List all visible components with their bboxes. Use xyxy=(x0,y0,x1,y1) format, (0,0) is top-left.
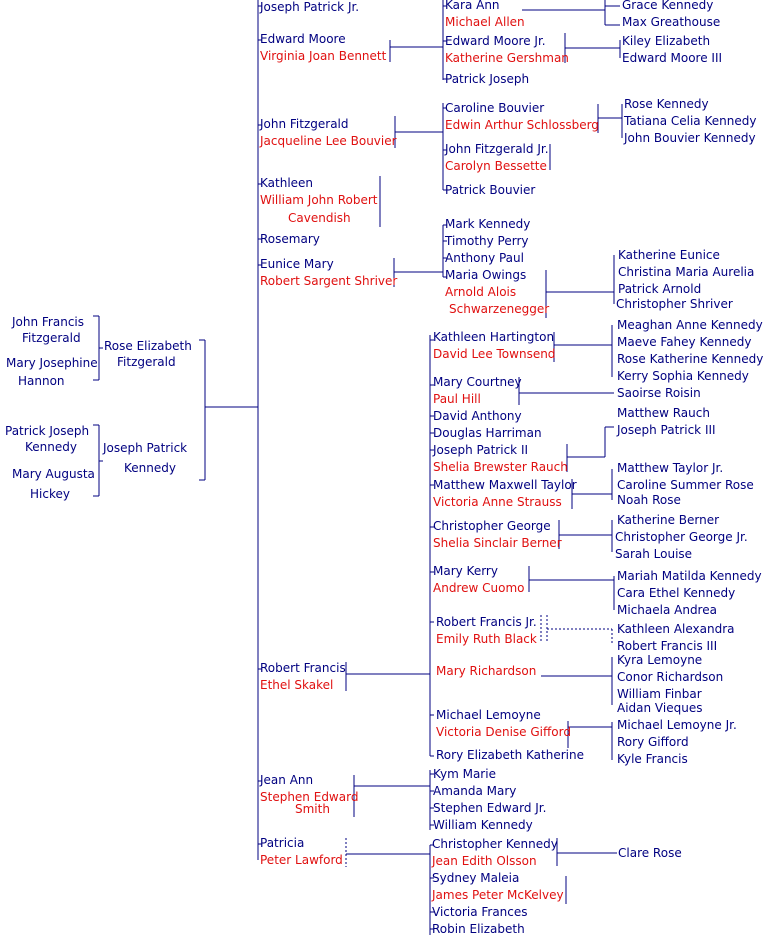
gc-mark-kennedy: Mark Kennedy xyxy=(445,217,531,231)
ggc-conor: Conor Richardson xyxy=(617,670,724,684)
gc-spouse-arnold-2: Schwarzenegger xyxy=(449,302,550,316)
gc-william-kennedy: William Kennedy xyxy=(433,818,533,832)
spouse-stephen-smith-2: Smith xyxy=(295,802,330,816)
anc-mary-augusta-hickey-1: Mary Augusta xyxy=(12,467,95,481)
gc-patrick-bouvier: Patrick Bouvier xyxy=(445,183,536,197)
ggc-matthew-rauch: Matthew Rauch xyxy=(617,406,710,420)
ggc-kyle-francis: Kyle Francis xyxy=(617,752,688,766)
gc-spouse-jean-olsson: Jean Edith Olsson xyxy=(432,854,537,868)
ggc-joseph-iii: Joseph Patrick III xyxy=(617,423,716,437)
ggc-edward-moore-iii: Edward Moore III xyxy=(622,51,723,65)
gc-mary-kerry: Mary Kerry xyxy=(433,564,498,578)
gc-spouse-paul-hill: Paul Hill xyxy=(433,392,481,406)
gc-timothy-perry: Timothy Perry xyxy=(445,234,529,248)
ggc-meaghan: Meaghan Anne Kennedy xyxy=(617,318,763,332)
ggc-noah-rose: Noah Rose xyxy=(617,493,681,507)
child-kathleen: Kathleen xyxy=(260,176,314,190)
gc-christopher-kennedy: Christopher Kennedy xyxy=(432,837,558,851)
anc-joseph-patrick-kennedy-1: Joseph Patrick xyxy=(103,441,188,455)
gc-kym-marie: Kym Marie xyxy=(433,767,496,781)
gc-spouse-carolyn-bessette: Carolyn Bessette xyxy=(445,159,547,173)
spouse-william-cavendish-1: William John Robert xyxy=(260,193,378,207)
ggc-rose-kennedy: Rose Kennedy xyxy=(624,97,709,111)
gc-patrick-joseph: Patrick Joseph xyxy=(445,72,530,86)
gc-kathleen-hartington: Kathleen Hartington xyxy=(433,330,555,344)
ggc-kerry-sophia: Kerry Sophia Kennedy xyxy=(617,369,749,383)
gc-robin-elizabeth: Robin Elizabeth xyxy=(432,922,525,936)
gc-spouse-james-mckelvey: James Peter McKelvey xyxy=(432,888,564,902)
ggc-michael-jr: Michael Lemoyne Jr. xyxy=(617,718,737,732)
ggc-michaela: Michaela Andrea xyxy=(617,603,717,617)
anc-mary-josephine-hannon-2: Hannon xyxy=(18,374,65,388)
gc-spouse-victoria-strauss: Victoria Anne Strauss xyxy=(433,495,562,509)
ggc-robert-iii: Robert Francis III xyxy=(617,639,718,653)
gc-spouse-mary-richardson: Mary Richardson xyxy=(436,664,537,678)
ggc-kiley-elizabeth: Kiley Elizabeth xyxy=(622,34,711,48)
gc-spouse-emily-black: Emily Ruth Black xyxy=(436,632,537,646)
anc-mary-augusta-hickey-2: Hickey xyxy=(30,487,70,501)
gc-spouse-andrew-cuomo: Andrew Cuomo xyxy=(433,581,525,595)
ggc-patrick-arnold: Patrick Arnold xyxy=(618,282,702,296)
child-john: John Fitzgerald xyxy=(260,117,349,131)
child-joseph-jr: Joseph Patrick Jr. xyxy=(260,0,360,14)
child-patricia: Patricia xyxy=(260,836,305,850)
gc-christopher-george: Christopher George xyxy=(433,519,551,533)
child-jean: Jean Ann xyxy=(260,773,314,787)
anc-patrick-joseph-kennedy-1: Patrick Joseph xyxy=(5,424,90,438)
gc-spouse-michael-allen: Michael Allen xyxy=(445,15,525,29)
ggc-kyra: Kyra Lemoyne xyxy=(617,653,703,667)
ggc-christopher-jr: Christopher George Jr. xyxy=(615,530,748,544)
gc-john-jr: John Fitzgerald Jr. xyxy=(445,142,549,156)
child-rosemary: Rosemary xyxy=(260,232,320,246)
gc-matthew-taylor: Matthew Maxwell Taylor xyxy=(433,478,577,492)
gc-douglas: Douglas Harriman xyxy=(433,426,542,440)
child-eunice: Eunice Mary xyxy=(260,257,334,271)
gc-sydney-maleia: Sydney Maleia xyxy=(432,871,520,885)
gc-spouse-edwin-schlossberg: Edwin Arthur Schlossberg xyxy=(445,118,599,132)
anc-john-francis-fitzgerald-2: Fitzgerald xyxy=(22,331,81,345)
gc-spouse-david-townsend: David Lee Townsend xyxy=(433,347,556,361)
ggc-katherine-eunice: Katherine Eunice xyxy=(618,248,720,262)
spouse-ethel-skakel: Ethel Skakel xyxy=(260,678,334,692)
gc-stephen-jr: Stephen Edward Jr. xyxy=(433,801,547,815)
anc-patrick-joseph-kennedy-2: Kennedy xyxy=(25,440,77,454)
gc-mary-courtney: Mary Courtney xyxy=(433,375,522,389)
ggc-christopher-shriver: Christopher Shriver xyxy=(616,297,733,311)
anc-mary-josephine-hannon-1: Mary Josephine xyxy=(6,356,98,370)
ggc-saoirse: Saoirse Roisin xyxy=(617,386,701,400)
ggc-kathleen-alexandra: Kathleen Alexandra xyxy=(617,622,735,636)
gc-joseph-ii: Joseph Patrick II xyxy=(433,443,529,457)
ggc-rory-gifford: Rory Gifford xyxy=(617,735,689,749)
gc-spouse-arnold-1: Arnold Alois xyxy=(445,285,517,299)
gc-edward-jr: Edward Moore Jr. xyxy=(445,34,546,48)
gc-rory-elizabeth: Rory Elizabeth Katherine xyxy=(436,748,584,762)
gc-caroline: Caroline Bouvier xyxy=(445,101,545,115)
ggc-matthew-jr: Matthew Taylor Jr. xyxy=(617,461,724,475)
ggc-caroline-summer: Caroline Summer Rose xyxy=(617,478,754,492)
ggc-mariah: Mariah Matilda Kennedy xyxy=(617,569,762,583)
ggc-clare-rose: Clare Rose xyxy=(618,846,682,860)
anc-john-francis-fitzgerald-1: John Francis xyxy=(12,315,85,329)
spouse-stephen-smith-1: Stephen Edward xyxy=(260,790,359,804)
anc-rose-elizabeth-fitzgerald-1: Rose Elizabeth xyxy=(104,339,192,353)
gc-anthony-paul: Anthony Paul xyxy=(445,251,524,265)
anc-joseph-patrick-kennedy-2: Kennedy xyxy=(124,461,176,475)
child-edward: Edward Moore xyxy=(260,32,346,46)
ggc-grace-kennedy: Grace Kennedy xyxy=(622,0,714,12)
spouse-virginia-bennett: Virginia Joan Bennett xyxy=(260,49,387,63)
anc-rose-elizabeth-fitzgerald-2: Fitzgerald xyxy=(117,355,176,369)
child-robert: Robert Francis xyxy=(260,661,346,675)
gc-michael-lemoyne: Michael Lemoyne xyxy=(436,708,541,722)
gc-maria-owings: Maria Owings xyxy=(445,268,527,282)
ggc-max-greathouse: Max Greathouse xyxy=(622,15,721,29)
ggc-sarah-louise: Sarah Louise xyxy=(615,547,693,561)
spouse-robert-shriver: Robert Sargent Shriver xyxy=(260,274,398,288)
ggc-katherine-berner: Katherine Berner xyxy=(617,513,720,527)
spouse-william-cavendish-2: Cavendish xyxy=(288,211,351,225)
gc-victoria-frances: Victoria Frances xyxy=(432,905,528,919)
gc-spouse-shelia-rauch: Shelia Brewster Rauch xyxy=(433,460,568,474)
ggc-william-finbar: William Finbar xyxy=(617,687,702,701)
gc-amanda-mary: Amanda Mary xyxy=(433,784,517,798)
gc-david-anthony: David Anthony xyxy=(433,409,522,423)
ggc-tatiana: Tatiana Celia Kennedy xyxy=(624,114,757,128)
spouse-peter-lawford: Peter Lawford xyxy=(260,853,343,867)
ggc-cara: Cara Ethel Kennedy xyxy=(617,586,736,600)
gc-spouse-victoria-gifford: Victoria Denise Gifford xyxy=(436,725,571,739)
ggc-aidan: Aidan Vieques xyxy=(617,701,703,715)
ggc-maeve: Maeve Fahey Kennedy xyxy=(617,335,752,349)
gc-robert-jr: Robert Francis Jr. xyxy=(436,615,537,629)
gc-spouse-shelia-berner: Shelia Sinclair Berner xyxy=(433,536,562,550)
spouse-jacqueline-bouvier: Jacqueline Lee Bouvier xyxy=(260,134,397,148)
gc-kara-ann: Kara Ann xyxy=(445,0,500,12)
gc-spouse-katherine-gershman: Katherine Gershman xyxy=(445,51,569,65)
ggc-rose-katherine: Rose Katherine Kennedy xyxy=(617,352,764,366)
ggc-john-bouvier-kennedy: John Bouvier Kennedy xyxy=(624,131,756,145)
ggc-christina: Christina Maria Aurelia xyxy=(618,265,755,279)
